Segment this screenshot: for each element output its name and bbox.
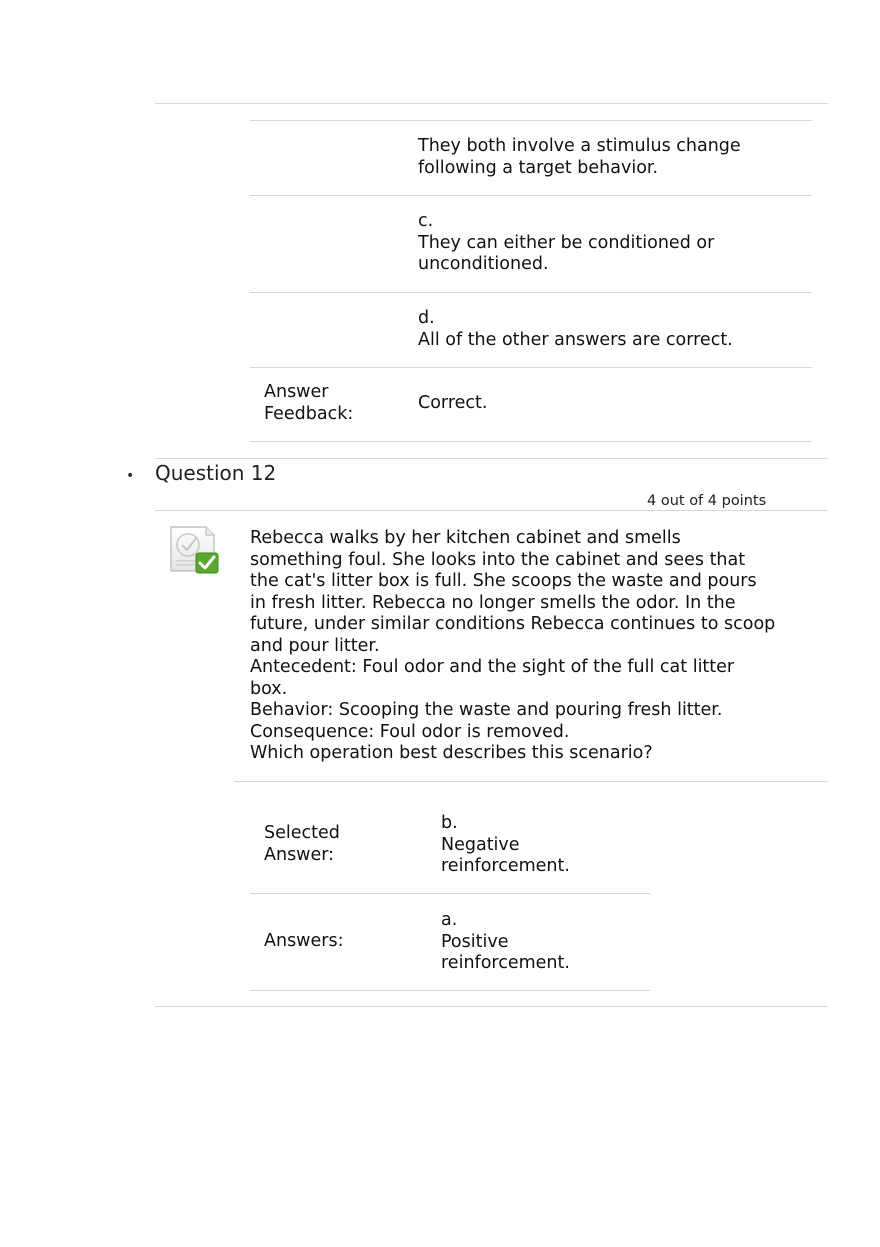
divider [250,292,812,293]
divider [250,195,812,196]
divider [234,781,828,782]
selected-answer-value: b. Negative reinforcement. [441,813,641,878]
question-points: 4 out of 4 points [647,493,767,509]
divider [250,441,812,442]
option-letter: b. [441,813,458,833]
selected-answer-label: Selected Answer: [264,823,340,865]
answer-option-text: They both involve a stimulus change following a target behavior. [418,136,741,178]
answer-option-c: c. They can either be conditioned or unconditioned. [418,211,808,276]
answer-option-d: d. All of the other answers are correct. [418,308,808,351]
question-title: Question 12 [155,461,277,485]
answers-label: Answers: [264,931,344,951]
divider [155,1006,828,1007]
feedback-value: Correct. [418,393,488,413]
divider [250,367,812,368]
list-bullet: • [126,468,135,484]
divider [250,120,812,121]
divider [155,458,828,459]
divider [250,893,650,894]
option-letter: a. [441,910,458,930]
divider [155,510,828,511]
answer-option-a: a. Positive reinforcement. [441,910,641,975]
correct-check-icon [168,525,220,575]
option-letter: c. [418,211,434,231]
feedback-label: Answer Feedback: [264,382,354,424]
divider [155,103,828,104]
option-letter: d. [418,308,435,328]
question-prompt: Rebecca walks by her kitchen cabinet and smells something foul. She looks into the cabinet and sees that the cat's litter box is full. She scoops the waste and pours in fresh litter. Rebecca no longer smells the odor. In the future, under similar conditions Rebecca continues to scoop and pour litter. Antecedent: Foul odor and the sight of the full cat litter box. Behavior: Scooping the waste and pouring fresh litter. Consequence: Foul odor is removed. Which operation best describes this scenario? [250,528,776,763]
divider [250,990,650,991]
